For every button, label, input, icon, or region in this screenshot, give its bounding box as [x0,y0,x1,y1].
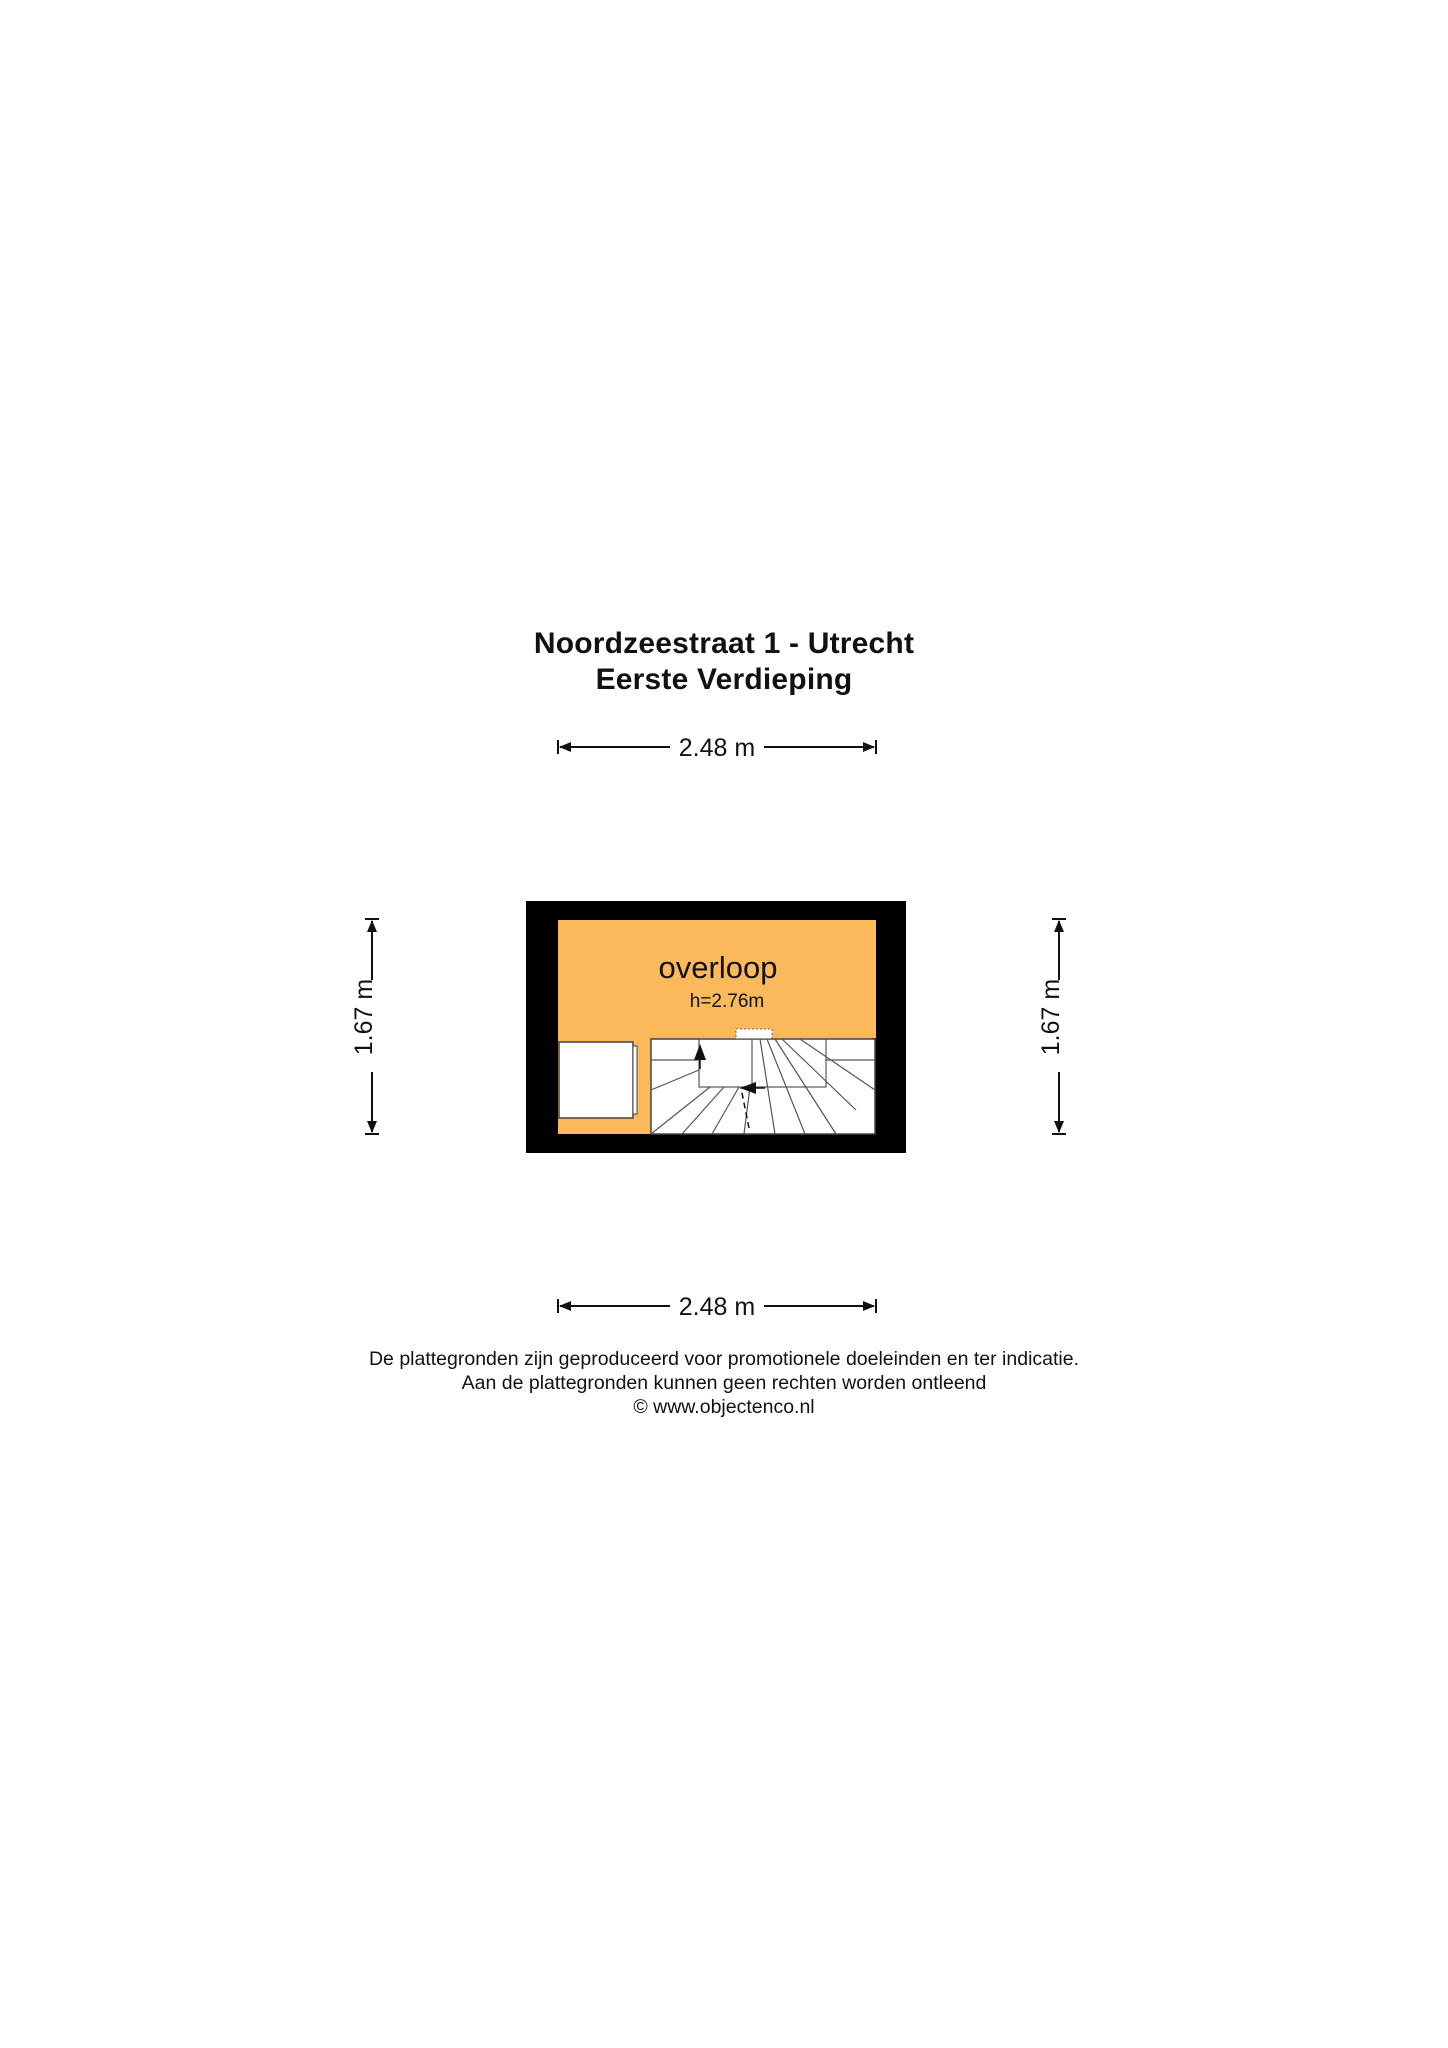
floor-name: Eerste Verdieping [595,663,853,696]
footer-disclaimer: De plattegronden zijn geproduceerd voor promotionele doeleinden en ter indicatie. [368,1348,1080,1370]
closet-box [559,1042,633,1118]
room-name: overloop [658,950,778,985]
room-height: h=2.76m [689,991,765,1012]
right-dimension-label: 1.67 m [1037,978,1065,1056]
staircase [651,1029,875,1134]
top-dimension-label: 2.48 m [678,734,756,762]
top-dimension [558,734,876,762]
footer-copyright: © www.objectenco.nl [633,1396,815,1418]
closet [559,1042,637,1118]
footer-rights: Aan de plattegronden kunnen geen rechten worden ontleend [461,1372,987,1394]
bottom-dimension-label: 2.48 m [678,1293,756,1321]
bottom-dimension [558,1293,876,1321]
left-dimension-label: 1.67 m [350,978,378,1056]
right-dimension [1037,919,1066,1134]
left-dimension [350,919,379,1134]
plan-title: Noordzeestraat 1 - Utrecht [533,627,915,660]
footer [0,1347,1448,1419]
closet-door-edge [633,1046,637,1114]
stair-landing [736,1029,772,1039]
